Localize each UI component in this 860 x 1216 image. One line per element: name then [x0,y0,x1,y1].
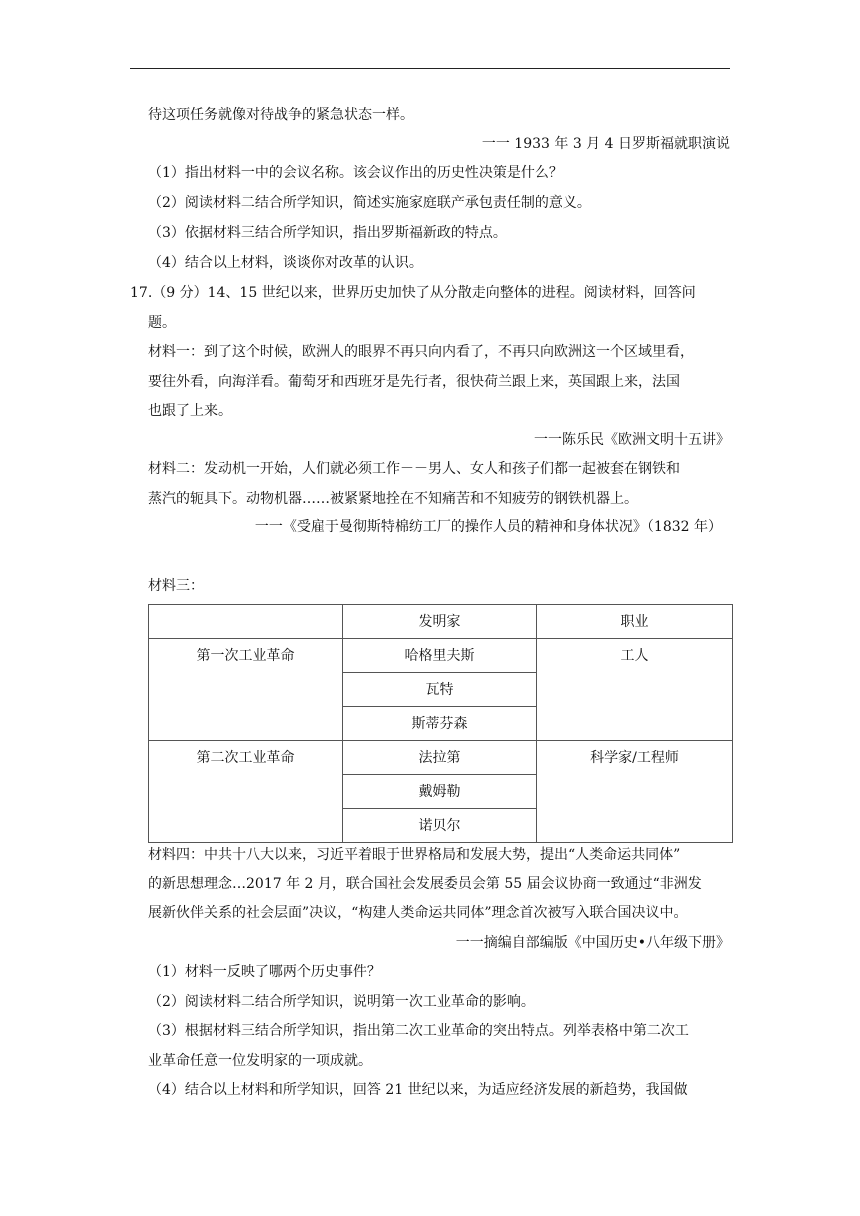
table-occupation-cell: 科学家/工程师 [537,741,733,843]
table-inventor-cell: 斯蒂芬森 [343,707,537,741]
table-group-name: 第二次工业革命 [149,741,343,843]
material-1-line-1: 材料一：到了这个时候，欧洲人的眼界不再只向内看了，不再只向欧洲这一个区域里看， [148,344,694,360]
continuation-line: 待这项任务就像对待战争的紧急状态一样。 [148,107,414,123]
q17-sub-4: （4）结合以上材料和所学知识，回答 21 世纪以来，为适应经济发展的新趋势，我国做 [148,1082,688,1098]
q16-sub-4: （4）结合以上材料，谈谈你对改革的认识。 [148,255,423,271]
q17-sub-1: （1）材料一反映了哪两个历史事件？ [148,964,381,980]
material-1-line-3: 也跟了上来。 [148,403,232,419]
table-header-occupation: 职业 [537,605,733,639]
material-2-line-2: 蒸汽的轭具下。动物机器……被紧紧地拴在不知痛苦和不知疲劳的钢铁机器上。 [148,491,638,507]
q17-heading-cont: 题。 [148,315,176,331]
material-3-label: 材料三： [148,578,204,594]
q17-heading: 17.（9 分）14、15 世纪以来，世界历史加快了从分散走向整体的进程。阅读材料，回答问 [130,285,696,301]
inventors-table [148,604,733,843]
table-inventor-cell: 瓦特 [343,673,537,707]
table-group-name: 第一次工业革命 [149,639,343,741]
table-inventor-cell: 诺贝尔 [343,809,537,843]
source-citation-1: 一一 1933 年 3 月 4 日罗斯福就职演说 [481,136,730,152]
q17-sub-3: （3）根据材料三结合所学知识，指出第二次工业革命的突出特点。列举表格中第二次工 [148,1023,689,1039]
material-4-line-3: 展新伙伴关系的社会层面”决议，“构建人类命运共同体”理念首次被写入联合国决议中。 [148,905,688,921]
material-1-line-2: 要往外看，向海洋看。葡萄牙和西班牙是先行者，很快荷兰跟上来，英国跟上来，法国 [148,374,680,390]
material-1-source: 一一陈乐民《欧洲文明十五讲》 [534,432,730,448]
table-inventor-cell: 戴姆勒 [343,775,537,809]
q16-sub-1: （1）指出材料一中的会议名称。该会议作出的历史性决策是什么？ [148,165,563,181]
material-4-source: 一一摘编自部编版《中国历史•八年级下册》 [455,935,730,951]
table-header-blank [149,605,343,639]
table-inventor-cell: 法拉第 [343,741,537,775]
material-4-line-2: 的新思想理念…2017 年 2 月，联合国社会发展委员会第 55 届会议协商一致通过“非洲发 [148,876,702,892]
q16-sub-2: （2）阅读材料二结合所学知识，简述实施家庭联产承包责任制的意义。 [148,195,591,211]
table-occupation-cell: 工人 [537,639,733,741]
material-4-line-1: 材料四：中共十八大以来，习近平着眼于世界格局和发展大势，提出“人类命运共同体” [148,847,681,863]
header-rule [130,68,730,69]
material-2-line-1: 材料二：发动机一开始，人们就必须工作－－男人、女人和孩子们都一起被套在钢铁和 [148,461,680,477]
q17-sub-2: （2）阅读材料二结合所学知识，说明第一次工业革命的影响。 [148,994,535,1010]
table-inventor-cell: 哈格里夫斯 [343,639,537,673]
table-header-inventor: 发明家 [343,605,537,639]
q16-sub-3: （3）依据材料三结合所学知识，指出罗斯福新政的特点。 [148,225,507,241]
q17-sub-3-cont: 业革命任意一位发明家的一项成就。 [148,1053,372,1069]
material-2-source: 一一《受雇于曼彻斯特棉纺工厂的操作人员的精神和身体状况》（1832 年） [254,519,722,535]
